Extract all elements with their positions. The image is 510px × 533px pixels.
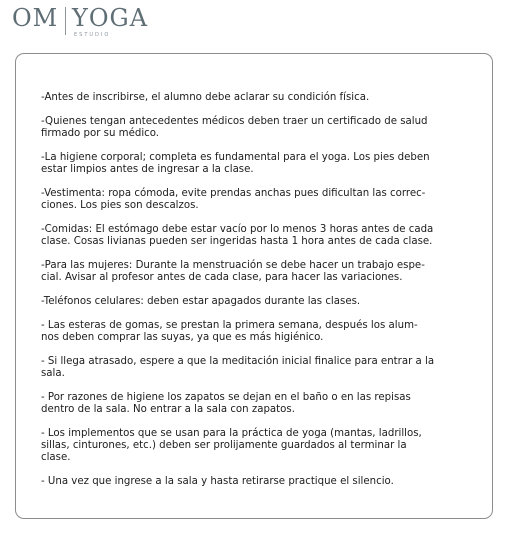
rule-item — [41, 92, 481, 104]
rule-item — [41, 260, 481, 284]
rule-item — [41, 392, 481, 416]
rule-item — [41, 476, 481, 488]
logo-divider — [65, 7, 66, 35]
rule-text-line: -Antes de inscribirse, el alumno debe aclarar su condición física. — [41, 92, 370, 103]
rule-text-line: clase. Cosas livianas pueden ser ingeridas hasta 1 hora antes de cada clase. — [41, 236, 433, 247]
rule-item — [41, 116, 481, 140]
rule-text-line: - Las esteras de gomas, se prestan la primera semana, después los alum- — [41, 320, 418, 331]
rule-text-line: sala. — [41, 368, 65, 379]
rule-text-line: estar limpios antes de ingresar a la clase. — [41, 164, 254, 175]
rule-text-line: dentro de la sala. No entrar a la sala con zapatos. — [41, 404, 295, 415]
rule-text-line: - Una vez que ingrese a la sala y hasta retirarse practique el silencio. — [41, 476, 394, 487]
rule-item — [41, 428, 481, 464]
rule-text-line: firmado por su médico. — [41, 128, 160, 139]
rule-item — [41, 152, 481, 176]
rule-text-line: -La higiene corporal; completa es fundamental para el yoga. Los pies deben — [41, 152, 430, 163]
rule-text-line: - Los implementos que se usan para la práctica de yoga (mantas, ladrillos, — [41, 428, 422, 439]
site-header — [0, 0, 510, 44]
rule-text-line: nos deben comprar las suyas, ya que es más higiénico. — [41, 332, 324, 343]
rule-text-line: -Quienes tengan antecedentes médicos deben traer un certificado de salud — [41, 116, 428, 127]
rule-text-line: -Para las mujeres: Durante la menstruación se debe hacer un trabajo espe- — [41, 260, 425, 271]
rule-item — [41, 224, 481, 248]
rule-item — [41, 296, 481, 308]
rule-text-line: -Vestimenta: ropa cómoda, evite prendas anchas pues dificultan las correc- — [41, 188, 426, 199]
rule-text-line: -Comidas: El estómago debe estar vacío por lo menos 3 horas antes de cada — [41, 224, 434, 235]
rule-text-line: cial. Avisar al profesor antes de cada clase, para hacer las variaciones. — [41, 272, 403, 283]
rule-text-line: - Por razones de higiene los zapatos se dejan en el baño o en las repisas — [41, 392, 411, 403]
rules-list — [41, 92, 481, 500]
logo-om-text: OM — [12, 4, 59, 32]
rule-text-line: ciones. Los pies son descalzos. — [41, 200, 199, 211]
logo-studio-text: ESTUDIO — [74, 32, 111, 38]
rule-item — [41, 356, 481, 380]
rule-text-line: sillas, cinturones, etc.) deben ser prolijamente guardados al terminar la — [41, 440, 407, 451]
rule-text-line: - Si llega atrasado, espere a que la meditación inicial finalice para entrar a la — [41, 356, 435, 367]
rule-text-line: clase. — [41, 452, 71, 463]
rule-text-line: -Teléfonos celulares: deben estar apagados durante las clases. — [41, 296, 361, 307]
logo-yoga-text: YOGA — [72, 4, 149, 32]
rule-item — [41, 188, 481, 212]
rule-item — [41, 320, 481, 344]
